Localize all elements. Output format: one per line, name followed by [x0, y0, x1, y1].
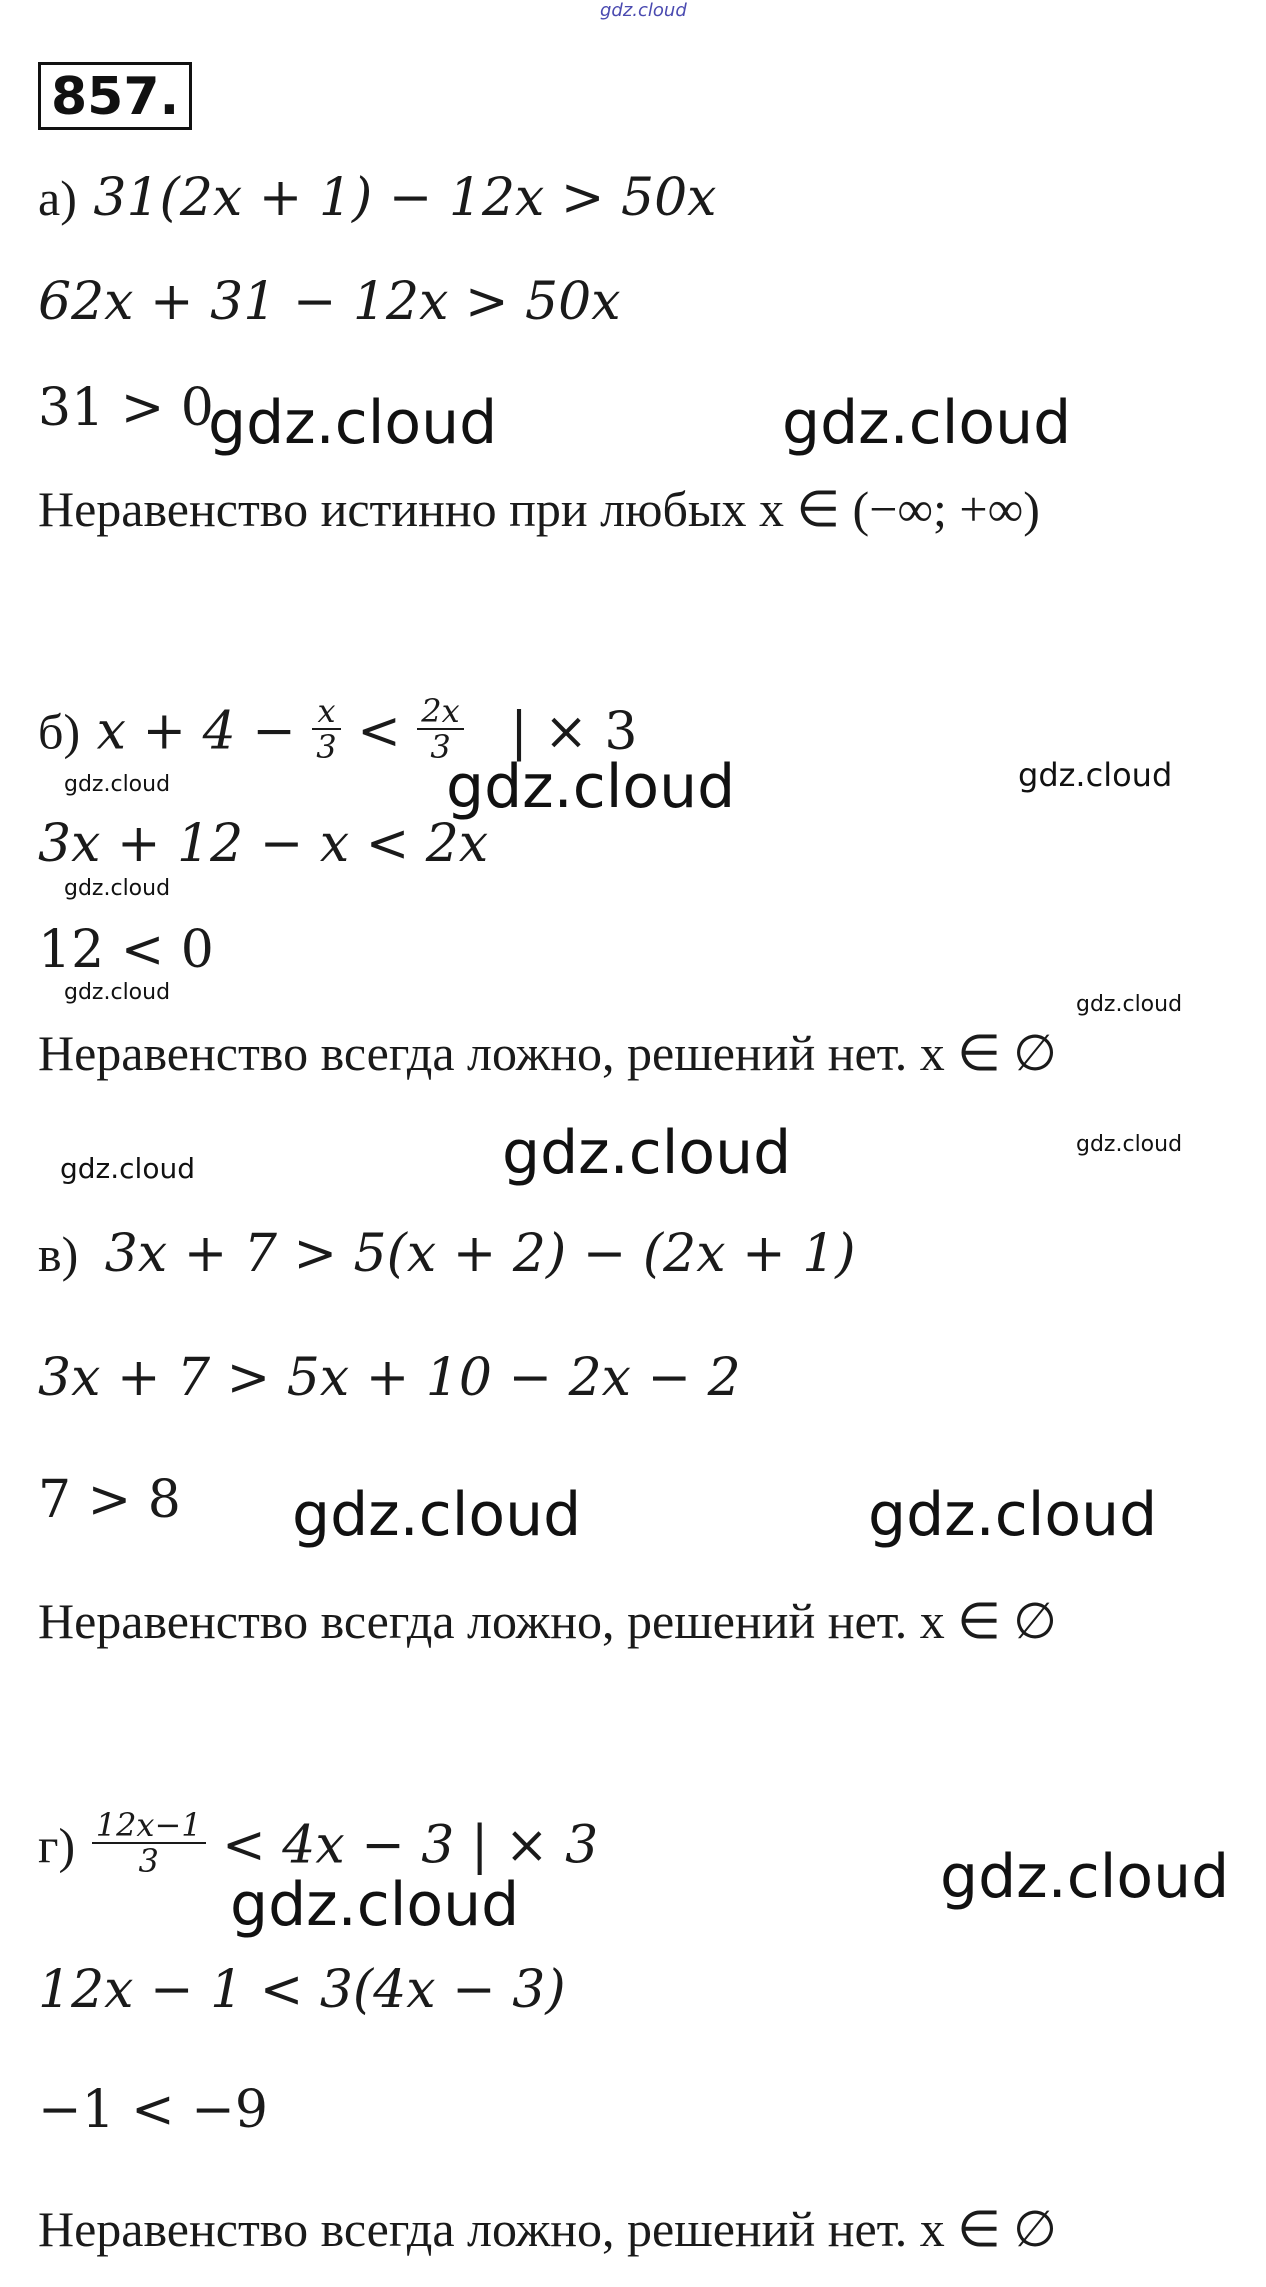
part-c-line-2: 3x + 7 > 5x + 10 − 2x − 2	[38, 1348, 741, 1408]
header-watermark: gdz.cloud	[600, 0, 687, 21]
part-b-label: б)	[38, 703, 81, 760]
part-b-multiplier: | × 3	[510, 701, 638, 762]
part-d-fraction-denominator: 3	[92, 1842, 206, 1878]
part-b-left: x + 4 −	[96, 701, 296, 762]
part-c-line-3: 7 > 8	[38, 1470, 181, 1530]
part-b-line-3: 12 < 0	[38, 920, 214, 980]
watermark: gdz.cloud	[1018, 756, 1173, 794]
part-d-fraction	[92, 1808, 206, 1878]
watermark: gdz.cloud	[64, 980, 171, 1005]
part-d-right: < 4x − 3 | × 3	[222, 1815, 599, 1876]
watermark: gdz.cloud	[64, 876, 171, 901]
part-a-conclusion: Неравенство истинно при любых x ∈ (−∞; +∞)	[38, 481, 1040, 537]
watermark: gdz.cloud	[1076, 992, 1183, 1017]
part-b-fraction-1-denominator: 3	[312, 728, 340, 764]
part-c-conclusion: Неравенство всегда ложно, решений нет. x ∈ ∅	[38, 1593, 1057, 1649]
part-b-fraction-2-numerator: 2x	[421, 692, 460, 730]
watermark: gdz.cloud	[64, 772, 171, 797]
part-d-conclusion: Неравенство всегда ложно, решений нет. x ∈ ∅	[38, 2201, 1057, 2257]
watermark: gdz.cloud	[868, 1480, 1158, 1550]
part-c-line-1	[38, 1224, 856, 1284]
part-b-line-2: 3x + 12 − x < 2x	[38, 814, 489, 874]
part-c-expression-1: 3x + 7 > 5(x + 2) − (2x + 1)	[104, 1224, 856, 1284]
part-a-line-3: 31 > 0	[38, 378, 214, 438]
watermark: gdz.cloud	[940, 1842, 1230, 1912]
watermark: gdz.cloud	[446, 752, 736, 822]
part-a-line-1	[38, 168, 717, 228]
part-b-fraction-1-numerator: x	[317, 692, 336, 730]
part-b-fraction-1	[312, 694, 340, 764]
watermark: gdz.cloud	[230, 1870, 520, 1940]
watermark: gdz.cloud	[1076, 1132, 1183, 1157]
watermark: gdz.cloud	[782, 388, 1072, 458]
part-d-label: г)	[38, 1817, 76, 1874]
watermark: gdz.cloud	[292, 1480, 582, 1550]
problem-number: 857.	[38, 62, 192, 130]
part-d-line-2: 12x − 1 < 3(4x − 3)	[38, 1960, 566, 2020]
part-d-fraction-numerator: 12x−1	[95, 1806, 202, 1844]
part-d-line-3: −1 < −9	[38, 2080, 268, 2140]
watermark: gdz.cloud	[208, 388, 498, 458]
part-b-less-than: <	[357, 701, 401, 762]
part-b-fraction-2-denominator: 3	[417, 728, 463, 764]
part-c-label: в)	[38, 1226, 79, 1282]
part-a-expression-1: 31(2x + 1) − 12x > 50x	[93, 168, 717, 228]
watermark: gdz.cloud	[502, 1118, 792, 1188]
part-a-label: а)	[38, 170, 77, 226]
part-a-line-2: 62x + 31 − 12x > 50x	[38, 272, 621, 332]
part-b-conclusion: Неравенство всегда ложно, решений нет. x ∈ ∅	[38, 1025, 1057, 1081]
watermark: gdz.cloud	[60, 1152, 195, 1185]
